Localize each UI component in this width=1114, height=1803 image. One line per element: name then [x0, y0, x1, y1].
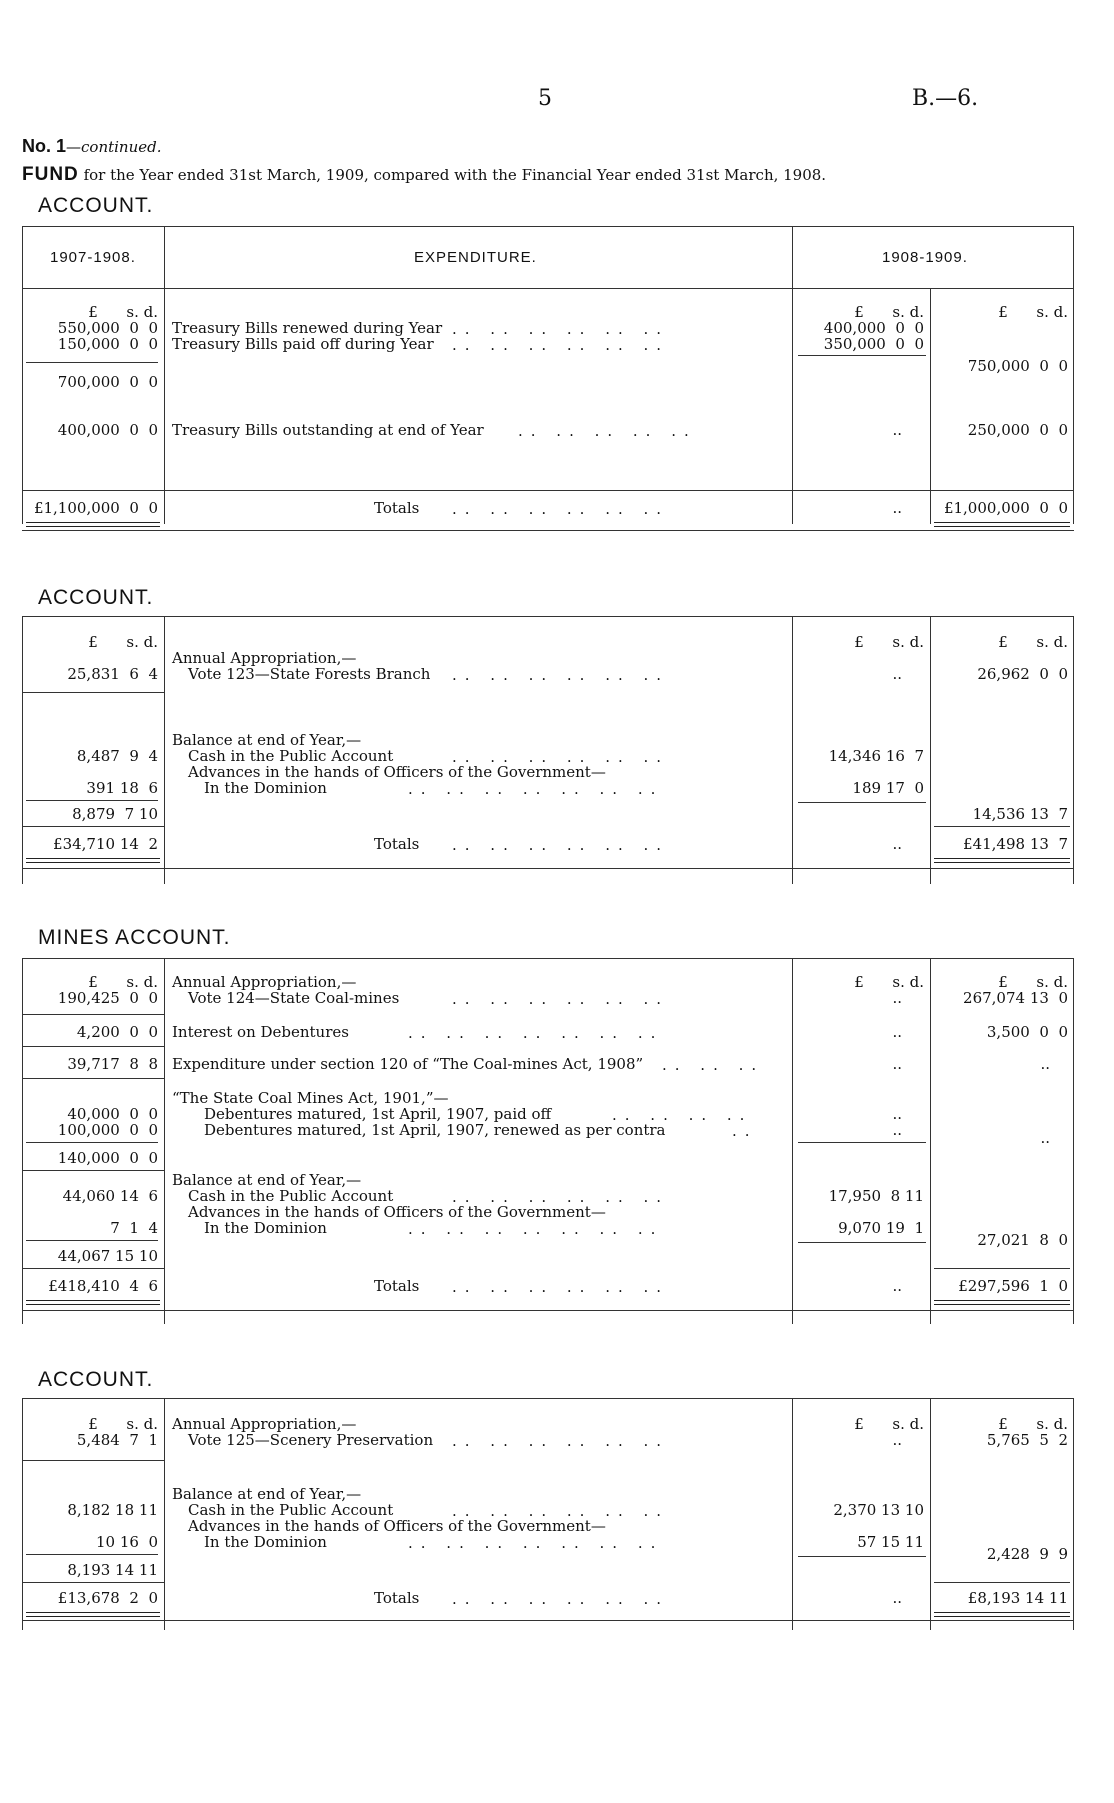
table-cell: 150,000 0 0 — [57, 335, 158, 353]
table-cell: 350,000 0 0 — [823, 335, 924, 353]
table-row-label: Treasury Bills paid off during Year — [172, 335, 434, 353]
advances-label: Advances in the hands of Officers of the Government— — [188, 1517, 606, 1535]
totals-prev: £34,710 14 2 — [53, 835, 158, 853]
balance-label: Balance at end of Year,— — [172, 1171, 362, 1189]
leader-dots: .. .. .. .. .. .. — [452, 1432, 670, 1450]
table-cell: 400,000 0 0 — [823, 319, 924, 337]
statement-number-suffix: —continued. — [66, 138, 162, 156]
table-cell: 100,000 0 0 — [57, 1121, 158, 1139]
advances-label: Advances in the hands of Officers of the Government— — [188, 763, 606, 781]
advances-label: Advances in the hands of Officers of the Government— — [188, 1203, 606, 1221]
section1-table — [22, 226, 1074, 530]
col-header-prev: 1907-1908. — [50, 249, 136, 266]
leader-dots: .. .. .. .. .. — [518, 422, 697, 440]
table-row-label: Expenditure under section 120 of “The Coal-mines Act, 1908” — [172, 1055, 644, 1073]
table-cell: 4,200 0 0 — [76, 1023, 158, 1041]
table-cell: .. — [1040, 1129, 1050, 1147]
subtotal-right: 27,021 8 0 — [977, 1231, 1068, 1249]
totals-mid: .. — [892, 1589, 902, 1607]
unit-header-mid: £ s. d. — [854, 1415, 924, 1433]
table-cell: 391 18 6 — [86, 779, 158, 797]
table-row-label: Cash in the Public Account — [188, 1187, 394, 1205]
totals-mid: .. — [892, 499, 902, 517]
unit-header-left: £ s. d. — [88, 303, 158, 321]
table-cell: .. — [892, 1105, 902, 1123]
table-row-label: Debentures matured, 1st April, 1907, paid off — [204, 1105, 552, 1123]
appropriation-label: Annual Appropriation,— — [172, 973, 357, 991]
totals-label: Totals — [374, 835, 420, 853]
leader-dots: .. .. .. .. .. .. — [452, 748, 670, 766]
section4-title: ACCOUNT. — [38, 1368, 154, 1391]
leader-dots: .. .. .. .. .. .. — [452, 1188, 670, 1206]
unit-header-left: £ s. d. — [88, 973, 158, 991]
table-cell: 39,717 8 8 — [67, 1055, 158, 1073]
table-cell: .. — [892, 421, 902, 439]
leader-dots: .. .. .. .. .. .. — [452, 1590, 670, 1608]
fund-heading — [22, 164, 826, 186]
unit-header-left: £ s. d. — [88, 1415, 158, 1433]
table-cell: 400,000 0 0 — [57, 421, 158, 439]
table-cell: 57 15 11 — [857, 1533, 924, 1551]
fund-heading-lead: FUND — [22, 164, 79, 185]
table-cell: 550,000 0 0 — [57, 319, 158, 337]
unit-header-left: £ s. d. — [88, 633, 158, 651]
balance-label: Balance at end of Year,— — [172, 1485, 362, 1503]
table-cell: .. — [892, 1023, 902, 1041]
statement-number — [22, 136, 162, 157]
totals-label: Totals — [374, 499, 420, 517]
table-row-label: Treasury Bills outstanding at end of Year — [172, 421, 484, 439]
leader-dots: .. .. .. .. .. .. .. — [408, 1024, 664, 1042]
subtotal-right: 750,000 0 0 — [967, 357, 1068, 375]
unit-header-mid: £ s. d. — [854, 303, 924, 321]
table-cell: 3,500 0 0 — [986, 1023, 1068, 1041]
section2-table — [22, 616, 1074, 886]
leader-dots: .. .. .. .. .. .. — [452, 1502, 670, 1520]
table-cell: 5,765 5 2 — [986, 1431, 1068, 1449]
table-cell: 8,182 18 11 — [67, 1501, 158, 1519]
section4-table — [22, 1398, 1074, 1634]
section3-table — [22, 958, 1074, 1328]
col-header-expenditure: EXPENDITURE. — [414, 249, 537, 266]
table-row-label: Debentures matured, 1st April, 1907, renewed as per contra — [204, 1121, 666, 1139]
balance-label: Balance at end of Year,— — [172, 731, 362, 749]
document-reference: B.—6. — [912, 86, 979, 111]
unit-header-mid: £ s. d. — [854, 973, 924, 991]
unit-header-right: £ s. d. — [998, 1415, 1068, 1433]
leader-dots: .. .. .. — [662, 1056, 765, 1074]
totals-label: Totals — [374, 1277, 420, 1295]
act-label: “The State Coal Mines Act, 1901,”— — [172, 1089, 449, 1107]
table-row-label: Vote 123—State Forests Branch — [188, 665, 431, 683]
table-cell: .. — [892, 1055, 902, 1073]
leader-dots: .. .. .. .. .. .. — [452, 1278, 670, 1296]
table-cell: 189 17 0 — [852, 779, 924, 797]
unit-header-right: £ s. d. — [998, 303, 1068, 321]
table-cell: .. — [892, 1121, 902, 1139]
leader-dots: .. .. .. .. .. .. .. — [408, 1220, 664, 1238]
totals-mid: .. — [892, 835, 902, 853]
totals-label: Totals — [374, 1589, 420, 1607]
table-row-label: In the Dominion — [204, 1533, 327, 1551]
table-cell: 17,950 8 11 — [828, 1187, 924, 1205]
table-cell: 9,070 19 1 — [838, 1219, 924, 1237]
appropriation-label: Annual Appropriation,— — [172, 1415, 357, 1433]
table-row-label: Vote 124—State Coal-mines — [188, 989, 400, 1007]
table-cell: 44,060 14 6 — [62, 1187, 158, 1205]
unit-header-right: £ s. d. — [998, 633, 1068, 651]
leader-dots: .. .. .. .. .. .. .. — [408, 1534, 664, 1552]
section2-title: ACCOUNT. — [38, 586, 154, 609]
appropriation-label: Annual Appropriation,— — [172, 649, 357, 667]
leader-dots: .. — [732, 1122, 758, 1140]
totals-prev: £13,678 2 0 — [57, 1589, 158, 1607]
leader-dots: .. .. .. .. .. .. — [452, 320, 670, 338]
table-cell: 267,074 13 0 — [963, 989, 1068, 1007]
totals-right: £41,498 13 7 — [963, 835, 1068, 853]
page-number: 5 — [538, 86, 552, 111]
subtotal-prev: 8,879 7 10 — [72, 805, 158, 823]
subtotal-right: 14,536 13 7 — [972, 805, 1068, 823]
table-cell: 5,484 7 1 — [76, 1431, 158, 1449]
table-row-label: Cash in the Public Account — [188, 1501, 394, 1519]
table-cell: 26,962 0 0 — [977, 665, 1068, 683]
table-cell: 190,425 0 0 — [57, 989, 158, 1007]
leader-dots: .. .. .. .. .. .. .. — [408, 780, 664, 798]
leader-dots: .. .. .. .. — [612, 1106, 753, 1124]
table-row-label: Vote 125—Scenery Preservation — [188, 1431, 434, 1449]
subtotal-prev: 700,000 0 0 — [57, 373, 158, 391]
totals-right: £8,193 14 11 — [967, 1589, 1068, 1607]
table-cell: 10 16 0 — [95, 1533, 158, 1551]
unit-header-mid: £ s. d. — [854, 633, 924, 651]
table-cell: 7 1 4 — [110, 1219, 158, 1237]
section1-title: ACCOUNT. — [38, 194, 154, 217]
leader-dots: .. .. .. .. .. .. — [452, 500, 670, 518]
totals-right: £297,596 1 0 — [958, 1277, 1068, 1295]
subtotal-right: 2,428 9 9 — [986, 1545, 1068, 1563]
table-cell: 8,487 9 4 — [76, 747, 158, 765]
section3-title: MINES ACCOUNT. — [38, 926, 231, 949]
col-header-curr: 1908-1909. — [882, 249, 968, 266]
table-cell: .. — [1040, 1055, 1050, 1073]
table-cell: 40,000 0 0 — [67, 1105, 158, 1123]
table-row-label: Interest on Debentures — [172, 1023, 349, 1041]
table-row-label: Treasury Bills renewed during Year — [172, 319, 443, 337]
table-cell: 25,831 6 4 — [67, 665, 158, 683]
unit-header-right: £ s. d. — [998, 973, 1068, 991]
totals-mid: .. — [892, 1277, 902, 1295]
totals-right: £1,000,000 0 0 — [943, 499, 1068, 517]
table-cell: 2,370 13 10 — [833, 1501, 924, 1519]
table-row-label: In the Dominion — [204, 779, 327, 797]
fund-heading-text: for the Year ended 31st March, 1909, compared with the Financial Year ended 31st March, 1908. — [83, 166, 827, 184]
table-cell: .. — [892, 665, 902, 683]
leader-dots: .. .. .. .. .. .. — [452, 336, 670, 354]
totals-prev: £1,100,000 0 0 — [33, 499, 158, 517]
table-cell: .. — [892, 1431, 902, 1449]
table-row-label: In the Dominion — [204, 1219, 327, 1237]
leader-dots: .. .. .. .. .. .. — [452, 836, 670, 854]
totals-prev: £418,410 4 6 — [48, 1277, 158, 1295]
statement-number-lead: No. 1 — [22, 136, 67, 156]
leader-dots: .. .. .. .. .. .. — [452, 666, 670, 684]
table-row-label: Cash in the Public Account — [188, 747, 394, 765]
subtotal-prev: 8,193 14 11 — [67, 1561, 158, 1579]
table-cell: 14,346 16 7 — [828, 747, 924, 765]
table-cell: .. — [892, 989, 902, 1007]
leader-dots: .. .. .. .. .. .. — [452, 990, 670, 1008]
debenture-subtotal: 140,000 0 0 — [57, 1149, 158, 1167]
table-cell: 250,000 0 0 — [967, 421, 1068, 439]
subtotal-prev: 44,067 15 10 — [57, 1247, 158, 1265]
